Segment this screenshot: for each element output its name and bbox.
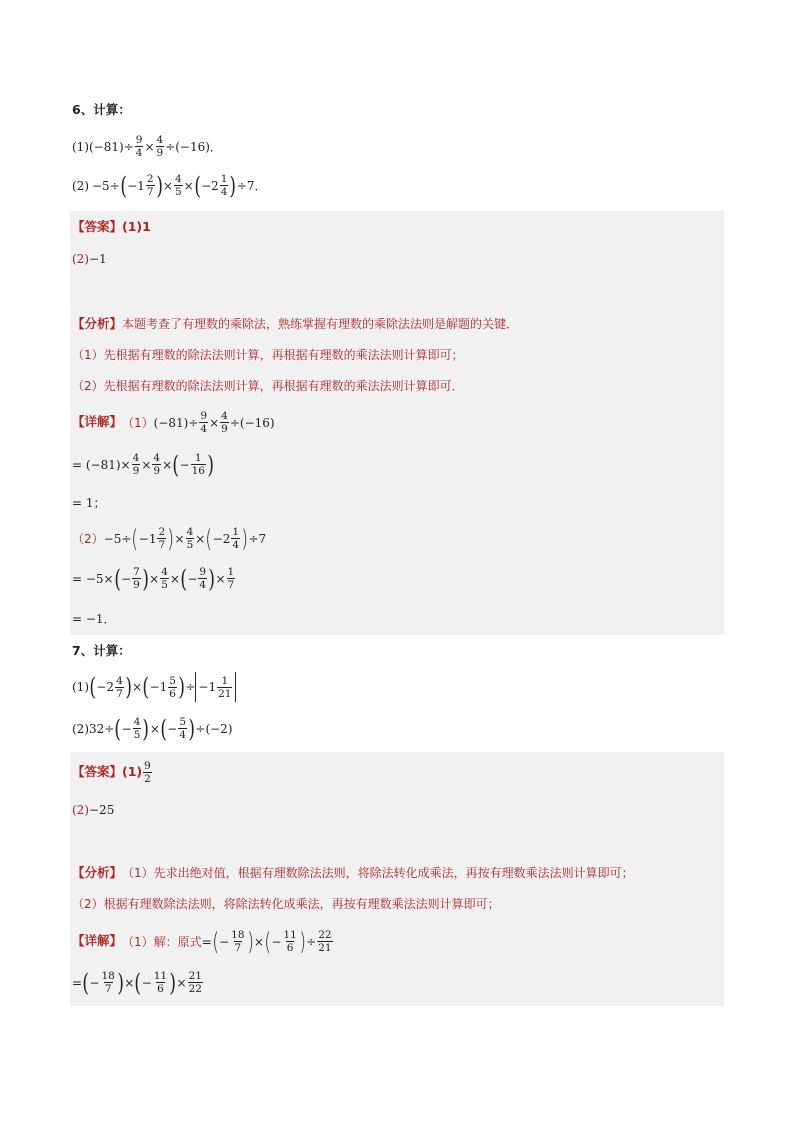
q6-p2-label: (2) — [72, 178, 89, 193]
q6-p1-label: (1) — [72, 139, 89, 154]
q6-analysis-2: （2）先根据有理数的除法法则计算，再根据有理数的乘法法则计算即可． — [72, 379, 464, 393]
q7-answer-tag: 【答案】 — [72, 764, 123, 780]
q6-result-1: = 1； — [72, 496, 106, 510]
q6-step-1: = (−81)× $\frac{4}{9}$ × $\frac{4}{9}$ × ( − $\frac{1}{16}$ ) — [72, 450, 214, 479]
q6-result-2: = −1． — [72, 612, 116, 626]
q6-step-2: = −5× ( − $\frac{7}{9}$ ) × $\frac{4}{5}$ × ( − $\frac{9}{4}$ ) × $\frac{1}{7}$ — [72, 564, 235, 593]
q7-problem-2: (2) 32÷ ( − $\frac{4}{5}$ ) × ( − $\frac{5}{4}$ ) ÷(−2) — [72, 714, 233, 743]
q7-detail-tag: 【详解】 — [72, 933, 123, 949]
q6-detail-1: 【详解】 （1） (−81)÷ $\frac{9}{4}$ × $\frac{4}{9}$ ÷(−16) — [72, 410, 275, 435]
q7-analysis-tag: 【分析】 — [72, 865, 123, 880]
q6-problem-1: (1) (−81)÷ $\frac{9}{4}$ × $\frac{4}{9}$ ÷(−16)． — [72, 134, 222, 159]
q6-answer — [72, 221, 151, 234]
q6-analysis-1: （1）先根据有理数的除法法则计算，再根据有理数的乘法法则计算即可； — [72, 348, 464, 362]
q6-answer-2: (2) −1 — [72, 252, 107, 266]
q6-title: 6、计算： — [72, 102, 131, 117]
q7-detail-1: 【详解】 （1）解：原式 = ( − $\frac{18}{7}$ ) × ( − $\frac{11}{6}$ ) ÷ $\frac{22}{21}$ — [72, 927, 332, 956]
q7-analysis-1: 【分析】 （1）先求出绝对值，根据有理数除法法则，将除法转化成乘法，再按有理数乘法法则计算即可； — [72, 865, 634, 881]
q6-analysis-tag: 【分析】 — [72, 316, 123, 331]
q7-answer: 【答案】 (1) $\frac{9}{2}$ — [72, 760, 151, 785]
q6-detail-2: （2） −5÷ ( −1 $\frac{2}{7}$ ) × $\frac{4}{5}$ × ( −2 $\frac{1}{4}$ ) ÷7 — [72, 524, 267, 553]
q6-problem-2: (2) −5÷ ( −1 $\frac{2}{7}$ ) × $\frac{4}{5}$ × ( −2 $\frac{1}{4}$ ) ÷7． — [72, 171, 267, 200]
q6-detail-tag: 【详解】 — [72, 414, 123, 430]
q7-step-1: = ( − $\frac{18}{7}$ ) × ( − $\frac{11}{6}$ ) × $\frac{21}{22}$ — [72, 968, 202, 997]
q7-problem-1: (1) ( −2 $\frac{4}{7}$ ) × ( −1 $\frac{5}{6}$ ) ÷ −1 $\frac{1}{21}$ — [72, 672, 236, 702]
q7-title: 7、计算： — [72, 643, 131, 658]
q6-analysis: 【分析】 本题考查了有理数的乘除法，熟练掌握有理数的乘除法法则是解题的关键． — [72, 316, 519, 332]
q7-analysis-2: （2）根据有理数除法法则，将除法转化成乘法，再按有理数乘法法则计算即可； — [72, 897, 500, 911]
q6-answer-tag: 【答案】 — [72, 219, 123, 234]
q7-answer-2: (2) −25 — [72, 803, 115, 817]
q6-answer-1: (1)1 — [122, 219, 151, 234]
